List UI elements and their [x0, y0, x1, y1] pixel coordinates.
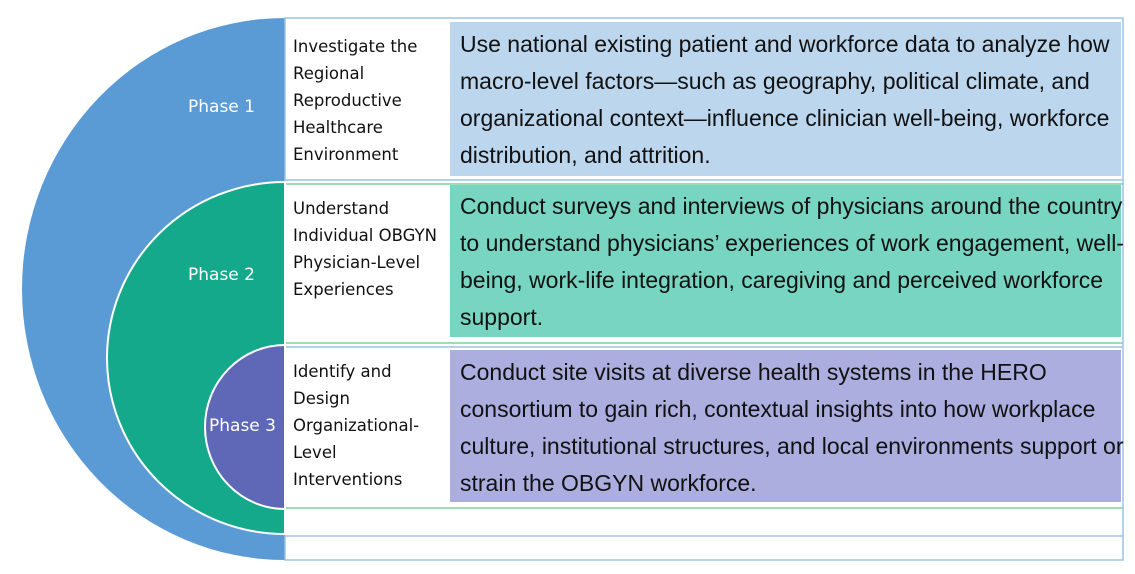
- phase-1-label: Phase 1: [188, 97, 255, 117]
- phase-3-label: Phase 3: [209, 416, 276, 436]
- phase-1-description: Use national existing patient and workforce data to analyze how macro-level factors—such as geography, political climate, and organizational context—influence clinician well-being, workforce distribution, and attrition.: [460, 31, 1110, 168]
- phase-2-title: Understand Individual OBGYN Physician-Level Experiences: [293, 199, 438, 299]
- phase-2-label: Phase 2: [188, 265, 255, 285]
- phase-3-description: Conduct site visits at diverse health systems in the HERO consortium to gain rich, contextual insights into how workplace culture, institutional structures, and local environments support or strain the OBGYN workforce.: [460, 359, 1124, 496]
- phase-3-title: Identify and Design Organizational-Level Interventions: [293, 362, 420, 489]
- phase-2-description: Conduct surveys and interviews of physicians around the country to understand physicians’ experiences of work engagement, well-being, work-life integration, caregiving and perceived workforce support.: [460, 193, 1124, 330]
- phase-1-title: Investigate the Regional Reproductive Healthcare Environment: [293, 37, 418, 164]
